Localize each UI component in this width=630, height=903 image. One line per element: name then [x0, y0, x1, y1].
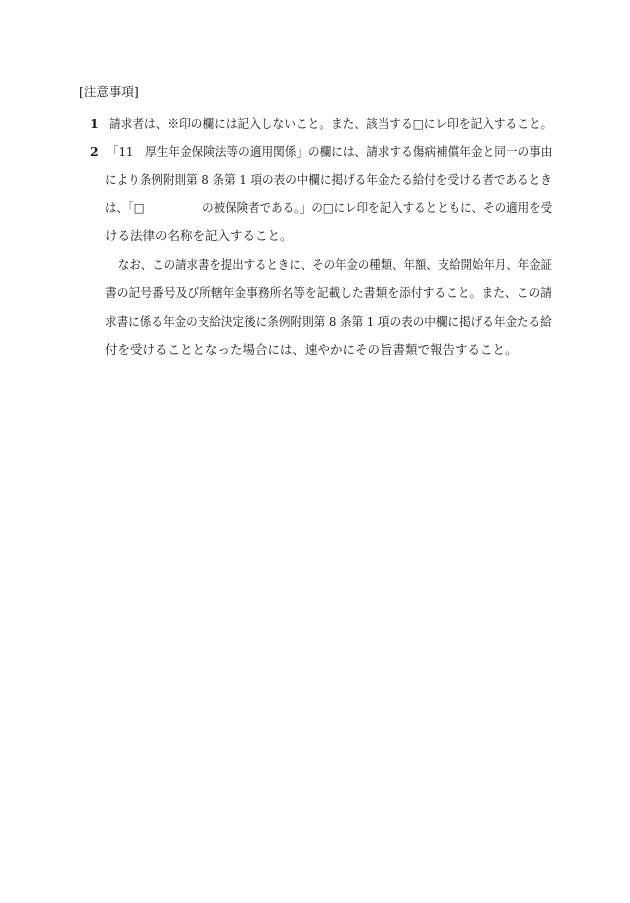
- item-2-line-4: ける法律の名称を記入すること。: [105, 228, 293, 243]
- item-2-note-line-1: なお、この請求書を提出するときに、その年金の種類、年額、支給開始年月、年金証: [118, 257, 553, 272]
- item-2-note-line-2: 書の記号番号及び所轄年金事務所名等を記載した書類を添付すること。また、この請: [105, 285, 553, 300]
- notes-heading: [注意事項]: [79, 84, 139, 99]
- item-1-number: 1: [90, 116, 99, 131]
- item-2-line-3: は、「□ の被保険者である。」の□にレ印を記入するとともに、その適用を受: [105, 200, 553, 215]
- item-2-note-line-3: 求書に係る年金の支給決定後に条例附則第 8 条第 1 項の表の中欄に掲げる年金たる給: [105, 314, 552, 329]
- item-1-line-1: 請求者は、※印の欄には記入しないこと。また、該当する□にレ印を記入すること。: [109, 116, 553, 131]
- item-2-number: 2: [90, 144, 99, 159]
- item-2-line-1: 「11 厚生年金保険法等の適用関係」の欄には、請求する傷病補償年金と同一の事由: [107, 144, 553, 159]
- item-2-note-line-4: 付を受けることとなった場合には、速やかにその旨書類で報告すること。: [105, 342, 518, 357]
- item-2-line-2: により条例附則第 8 条第 1 項の表の中欄に掲げる年金たる給付を受ける者であるとき: [105, 172, 552, 187]
